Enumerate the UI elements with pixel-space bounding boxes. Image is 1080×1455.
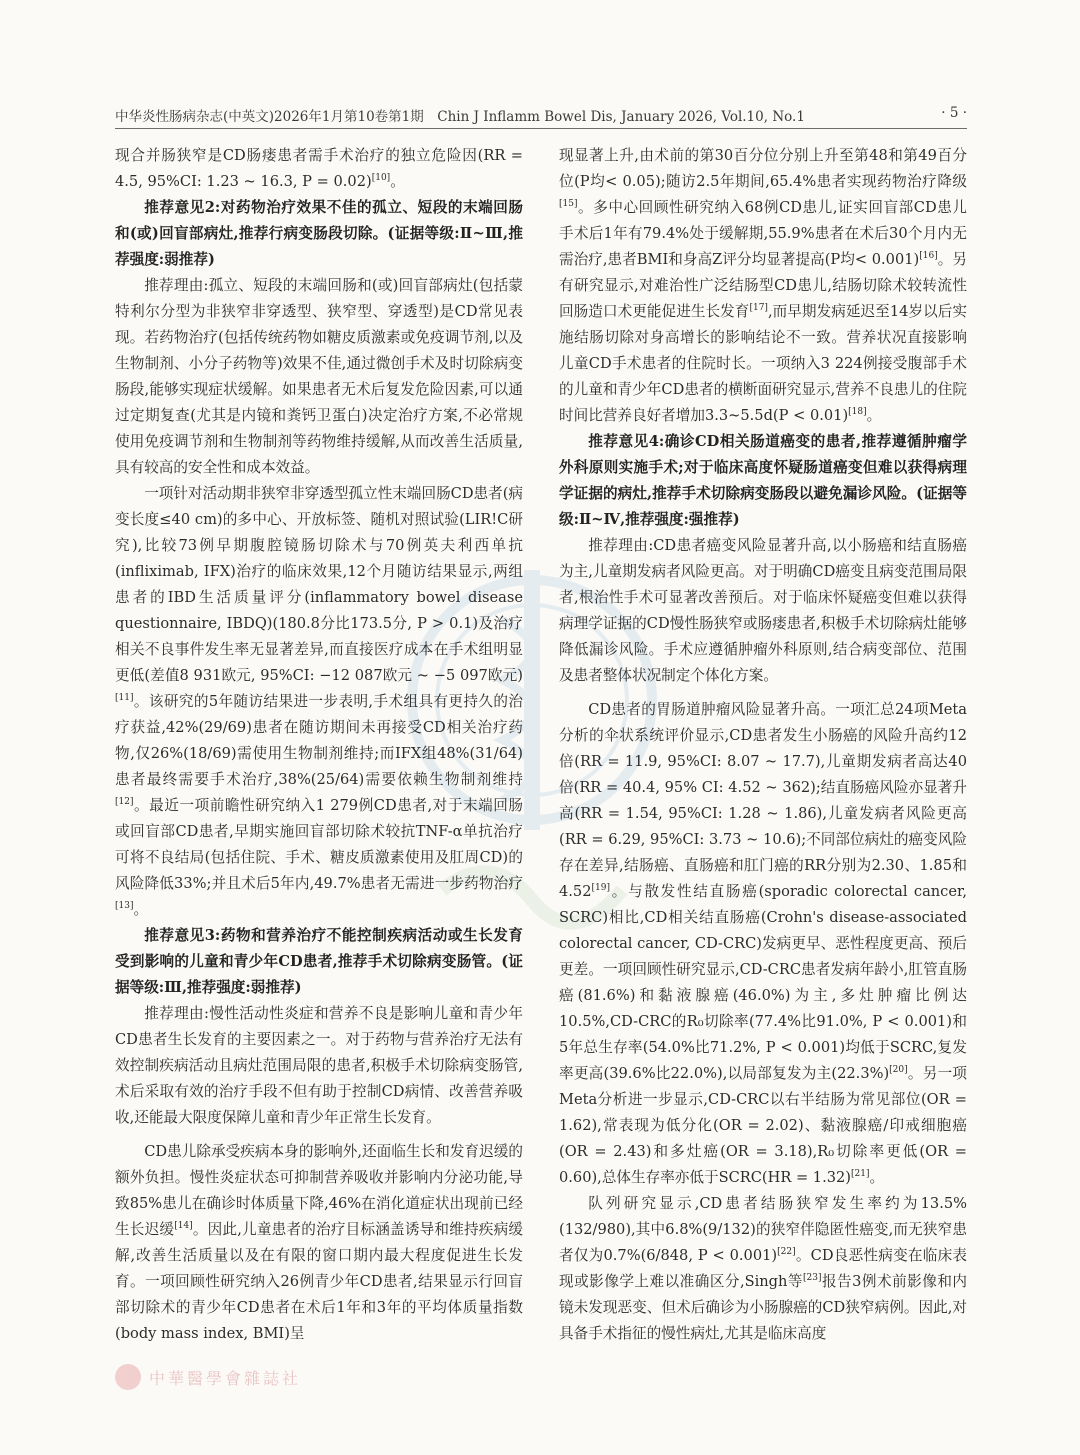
page-number: · 5 ·: [941, 105, 967, 121]
right-column: [559, 143, 967, 1347]
publisher-logo: [115, 1364, 475, 1394]
running-header: [115, 102, 967, 129]
paragraph: CD患者的胃肠道肿瘤风险显著升高。一项汇总24项Meta分析的伞状系统评价显示,CD患者发生小肠癌的风险升高约12倍(RR = 11.9, 95%CI: 8.07 ~ 17.7),儿童期发病者高达40倍(RR = 40.4, 95% CI: 4.52 ~ 362);结直肠癌风险亦显著升高(RR = 1.54, 95%CI: 1.28 ~ 1.86),儿童发病者风险更高(RR = 6.29, 95%CI: 3.73 ~ 10.6);不同部位病灶的癌变风险存在差异,结肠癌、直肠癌和肛门癌的RR分别为2.30、1.85和4.52[19]。与散发性结直肠癌(sporadic colorectal cancer, SCRC)相比,CD相关结直肠癌(Crohn's disease-associated colorectal cancer, CD-CRC)发病更早、恶性程度更高、预后更差。一项回顾性研究显示,CD-CRC患者发病年龄小,肛管直肠癌(81.6%)和黏液腺癌(46.0%)为主,多灶肿瘤比例达10.5%,CD-CRC的R₀切除率(77.4%比91.0%, P < 0.001)和5年总生存率(54.0%比71.2%, P < 0.001)均低于SCRC,复发率更高(39.6%比22.0%),以局部复发为主(22.3%)[20]。另一项Meta分析进一步显示,CD-CRC以右半结肠为常见部位(OR = 1.62),常表现为低分化(OR = 2.02)、黏液腺癌/印戒细胞癌(OR = 2.43)和多灶癌(OR = 3.18),R₀切除率更低(OR = 0.60),总体生存率亦低于SCRC(HR = 1.32)[21]。: [559, 701, 967, 1186]
publisher-badge-icon: [115, 1364, 141, 1390]
recommendation-heading: 推荐意见4:确诊CD相关肠道癌变的患者,推荐遵循肿瘤学外科原则实施手术;对于临床高度怀疑肠道癌变但难以获得病理学证据的病灶,推荐手术切除病变肠段以避免漏诊风险。(证据等级:Ⅱ~Ⅳ,推荐强度:强推荐): [559, 433, 967, 528]
recommendation-heading: 推荐意见2:对药物治疗效果不佳的孤立、短段的末端回肠和(或)回盲部病灶,推荐行病变肠段切除。(证据等级:Ⅱ~Ⅲ,推荐强度:弱推荐): [115, 199, 523, 268]
left-column: [115, 143, 523, 1347]
paragraph: CD患儿除承受疾病本身的影响外,还面临生长和发育迟缓的额外负担。慢性炎症状态可抑制营养吸收并影响内分泌功能,导致85%患儿在确诊时体质量下降,46%在消化道症状出现前已经生长迟缓[14]。因此,儿童患者的治疗目标涵盖诱导和维持疾病缓解,改善生活质量以及在有限的窗口期内最大程度促进生长发育。一项回顾性研究纳入26例青少年CD患者,结果显示行回盲部切除术的青少年CD患者在术后1年和3年的平均体质量指数(body mass index, BMI)呈: [115, 1143, 523, 1342]
paragraph: 队列研究显示,CD患者结肠狭窄发生率约为13.5%(132/980),其中6.8%(9/132)的狭窄伴隐匿性癌变,而无狭窄患者仅为0.7%(6/848, P < 0.001)[22]。CD良恶性病变在临床表现或影像学上难以准确区分,Singh等[23]报告3例术前影像和内镜未发现恶变、但术后确诊为小肠腺癌的CD狭窄病例。因此,对具备手术指征的慢性病灶,尤其是临床高度: [559, 1195, 967, 1342]
publisher-name: 中華醫學會雜誌社: [149, 1369, 302, 1388]
paragraph: 现显著上升,由术前的第30百分位分别上升至第48和第49百分位(P均< 0.05);随访2.5年期间,65.4%患者实现药物治疗降级[15]。多中心回顾性研究纳入68例CD患儿,证实回盲部CD患儿手术后1年有79.4%处于缓解期,55.9%患者在术后30个月内无需治疗,患者BMI和身高Z评分均显著提高(P均< 0.001)[16]。另有研究显示,对难治性广泛结肠型CD患儿,结肠切除术较转流性回肠造口术更能促进生长发育[17],而早期发病延迟至14岁以后实施结肠切除对身高增长的影响结论不一致。营养状况直接影响儿童CD手术患者的住院时长。一项纳入3 224例接受腹部手术的儿童和青少年CD患者的横断面研究显示,营养不良患儿的住院时间比营养良好者增加3.3~5.5d(P < 0.01)[18]。: [559, 147, 967, 424]
recommendation-heading: 推荐意见3:药物和营养治疗不能控制疾病活动或生长发育受到影响的儿童和青少年CD患者,推荐手术切除病变肠管。(证据等级:Ⅲ,推荐强度:弱推荐): [115, 927, 523, 996]
journal-citation: 中华炎性肠病杂志(中英文)2026年1月第10卷第1期 Chin J Inflamm Bowel Dis, January 2026, Vol.10, No.1: [115, 109, 805, 125]
paragraph: 推荐理由:孤立、短段的末端回肠和(或)回盲部病灶(包括蒙特利尔分型为非狭窄非穿透型、狭窄型、穿透型)是CD常见表现。若药物治疗(包括传统药物如糖皮质激素或免疫调节剂,以及生物制剂、小分子药物等)效果不佳,通过微创手术及时切除病变肠段,能够实现症状缓解。如果患者无术后复发危险因素,可以通过定期复查(尤其是内镜和粪钙卫蛋白)决定治疗方案,不必常规使用免疫调节剂和生物制剂等药物维持缓解,从而改善生活质量,具有较高的安全性和成本效益。: [115, 277, 523, 476]
paragraph: 推荐理由:慢性活动性炎症和营养不良是影响儿童和青少年CD患者生长发育的主要因素之一。对于药物与营养治疗无法有效控制疾病活动且病灶范围局限的患者,积极手术切除病变肠管,术后采取有效的治疗手段不但有助于控制CD病情、改善营养吸收,还能最大限度保障儿童和青少年正常生长发育。: [115, 1005, 523, 1126]
paragraph: 一项针对活动期非狭窄非穿透型孤立性末端回肠CD患者(病变长度≤40 cm)的多中心、开放标签、随机对照试验(LIR!C研究),比较73例早期腹腔镜肠切除术与70例英夫利西单抗(infliximab, IFX)治疗的临床效果,12个月随访结果显示,两组患者的IBD生活质量评分(inflammatory bowel disease questionnaire, IBDQ)(180.8分比173.5分, P > 0.1)及治疗相关不良事件发生率无显著差异,而直接医疗成本在手术组明显更低(差值8 931欧元, 95%CI: −12 087欧元 ~ −5 097欧元)[11]。该研究的5年随访结果进一步表明,手术组具有更持久的治疗获益,42%(29/69)患者在随访期间未再接受CD相关治疗药物,仅26%(18/69)需使用生物制剂维持;而IFX组48%(31/64)患者最终需要手术治疗,38%(25/64)需要依赖生物制剂维持[12]。最近一项前瞻性研究纳入1 279例CD患者,对于末端回肠或回盲部CD患者,早期实施回盲部切除术较抗TNF-α单抗治疗可将不良结局(包括住院、手术、糖皮质激素使用及肛周CD)的风险降低33%;并且术后5年内,49.7%患者无需进一步药物治疗[13]。: [115, 485, 524, 918]
paragraph: 现合并肠狭窄是CD肠瘘患者需手术治疗的独立危险因(RR = 4.5, 95%CI: 1.23 ~ 16.3, P = 0.02)[10]。: [115, 147, 523, 190]
paragraph: 推荐理由:CD患者癌变风险显著升高,以小肠癌和结直肠癌为主,儿童期发病者风险更高。对于明确CD癌变且病变范围局限者,根治性手术可显著改善预后。对于临床怀疑癌变但难以获得病理学证据的CD慢性肠狭窄或肠瘘患者,积极手术切除病灶能够降低漏诊风险。手术应遵循肿瘤外科原则,结合病变部位、范围及患者整体状况制定个体化方案。: [559, 537, 967, 684]
